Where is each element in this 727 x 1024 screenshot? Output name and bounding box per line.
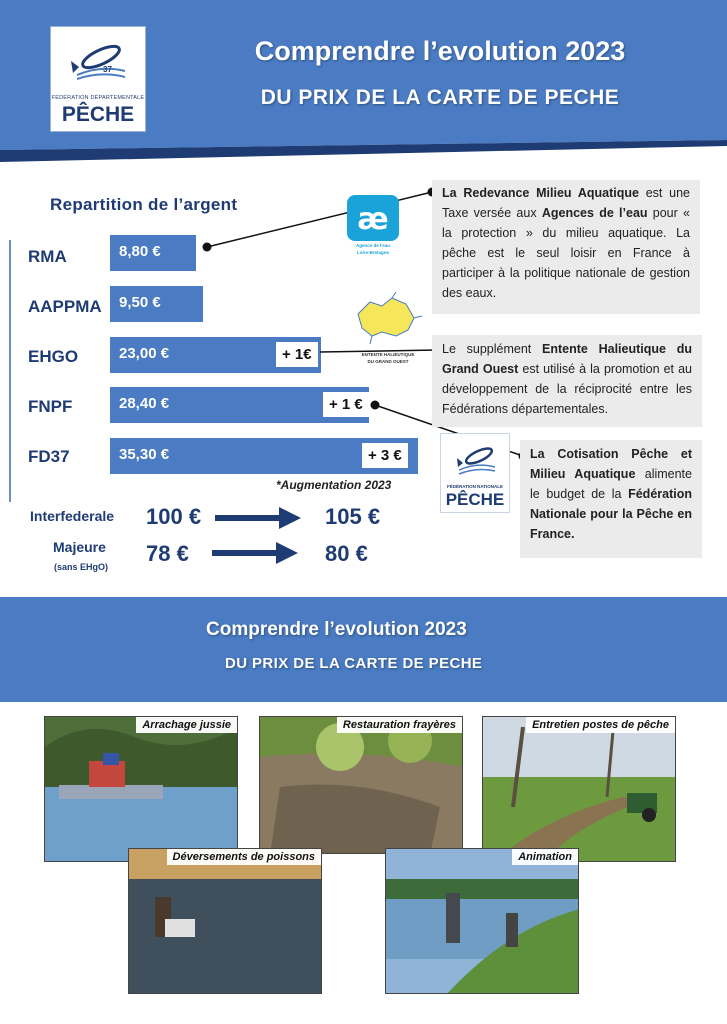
- agence-eau-logo: [345, 193, 401, 259]
- majeure-sublabel: (sans EHgO): [54, 562, 109, 572]
- bar-value: 28,40 €: [119, 395, 170, 412]
- increase-badge: + 3 €: [362, 443, 408, 468]
- photo-caption: Restauration frayères: [337, 717, 462, 733]
- interfederale-label: Interfederale: [30, 508, 115, 524]
- header-title: Comprendre l’evolution 2023: [254, 36, 626, 66]
- section2-band: [0, 597, 727, 702]
- section2-subtitle: DU PRIX DE LA CARTE DE PECHE: [225, 655, 483, 672]
- lake-illustration: [129, 849, 322, 994]
- header-subtitle: DU PRIX DE LA CARTE DE PECHE: [260, 86, 620, 109]
- river-boat-illustration: [45, 717, 238, 862]
- ehgo-line2: DU GRAND OUEST: [367, 359, 409, 364]
- agence-eau-line2: Loire-Bretagne: [356, 250, 389, 255]
- photo-caption: Animation: [512, 849, 578, 865]
- repartition-title: Repartition de l’argent: [50, 195, 238, 214]
- agence-eau-icon: [345, 193, 401, 243]
- agence-eau-line1: Agence de l'eau: [355, 243, 391, 248]
- row-label-aappma: AAPPMA: [28, 297, 102, 316]
- row-label-ehgo: EHGO: [28, 347, 79, 366]
- row-label-fd37: FD37: [28, 447, 70, 466]
- arrow-right-icon: [215, 507, 301, 529]
- bar-value: 9,50 €: [119, 294, 161, 311]
- riverside-path-illustration: [483, 717, 676, 862]
- info-fnpf-text1: alimente le budget de la: [530, 467, 692, 501]
- fnpf-logo: [440, 433, 510, 513]
- increase-badge: + 1 €: [323, 392, 369, 417]
- majeure-label: Majeure: [53, 539, 106, 555]
- map-icon: [352, 292, 424, 346]
- logo-number: 37: [103, 65, 112, 74]
- logo-name: PÊCHE: [61, 103, 135, 126]
- majeure-to: 80 €: [325, 541, 368, 566]
- increase-badge: + 1€: [276, 342, 318, 367]
- info-rma-bold2: Agences de l’eau: [541, 206, 648, 220]
- photo-animation: [385, 848, 579, 994]
- interfederale-from: 100 €: [146, 504, 202, 529]
- logo-subtitle: FÉDÉRATION DÉPARTEMENTALE: [51, 95, 145, 101]
- photo-restauration-frayeres: [259, 716, 463, 854]
- info-rma-text1: est une Taxe versée aux: [442, 186, 690, 220]
- interfederale-to: 105 €: [325, 504, 381, 529]
- photo-entretien-postes: [482, 716, 676, 862]
- info-box-rma: [432, 180, 700, 314]
- bar-value: 8,80 €: [119, 243, 161, 260]
- info-rma-text2: pour « la protection » du milieu aquatique. La pêche est le seul loisir en France à participer à la politique nationale de gestion des eaux.: [442, 206, 691, 300]
- augmentation-note: *Augmentation 2023: [276, 478, 392, 492]
- info-box-fnpf: [520, 440, 702, 558]
- photo-caption: Déversements de poissons: [167, 849, 321, 865]
- fish-icon: [441, 438, 509, 482]
- info-rma-bold1: La Redevance Milieu Aquatique: [442, 186, 639, 200]
- photo-arrachage-jussie: [44, 716, 238, 862]
- info-ehgo-text1: Le supplément: [442, 342, 543, 356]
- ehgo-logo: [352, 292, 424, 368]
- bar-value: 35,30 €: [119, 446, 170, 463]
- info-fnpf-bold2: Fédération Nationale pour la Pêche en France.: [530, 487, 692, 541]
- info-box-ehgo: [432, 335, 702, 427]
- info-ehgo-text2: est utilisé à la promotion et au développement de la réciprocité entre les Fédérations départementales.: [442, 362, 692, 416]
- row-label-fnpf: FNPF: [28, 397, 73, 416]
- fishing-kids-illustration: [386, 849, 579, 994]
- fnpf-name: PÊCHE: [445, 490, 505, 509]
- riverbed-illustration: [260, 717, 463, 854]
- majeure-from: 78 €: [146, 541, 189, 566]
- photo-deversements: [128, 848, 322, 994]
- arrow-right-icon: [212, 542, 298, 564]
- ehgo-line1: ENTENTE HALIEUTIQUE: [361, 352, 415, 357]
- fnpf-subtitle: FÉDÉRATION NATIONALE: [446, 484, 504, 489]
- info-fnpf-bold1: La Cotisation Pêche et Milieu Aquatique: [530, 447, 692, 481]
- row-label-rma: RMA: [28, 247, 67, 266]
- photo-caption: Arrachage jussie: [136, 717, 237, 733]
- svg-text:æ: æ: [357, 202, 389, 237]
- bar-value: 23,00 €: [119, 345, 170, 362]
- info-ehgo-bold1: Entente Halieutique du Grand Ouest: [442, 342, 692, 376]
- photo-caption: Entretien postes de pêche: [526, 717, 675, 733]
- section2-title: Comprendre l’evolution 2023: [206, 619, 467, 640]
